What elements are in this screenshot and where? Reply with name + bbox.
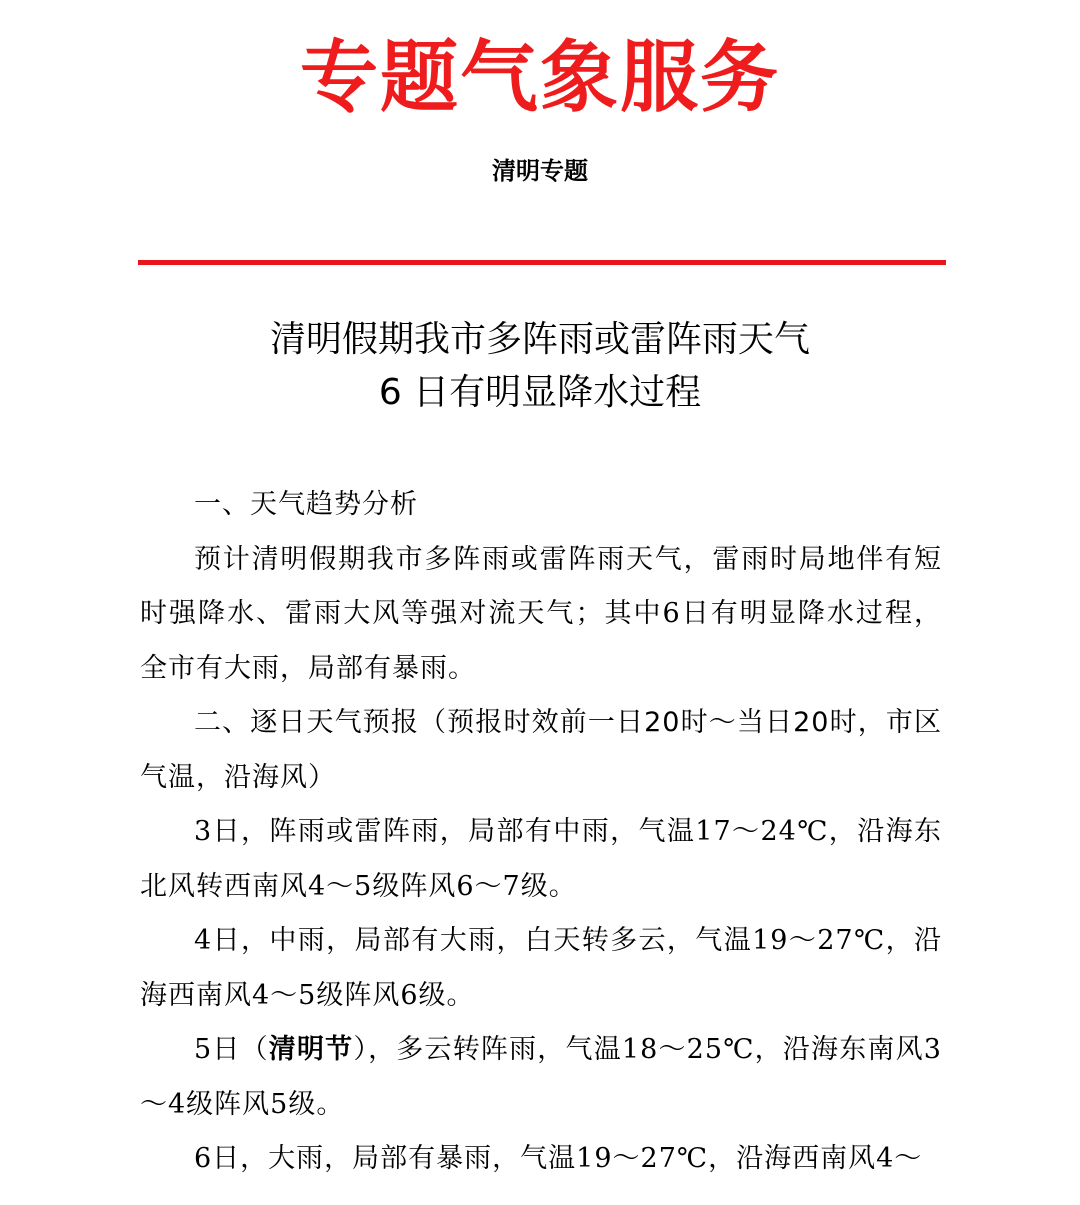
masthead-subject: 清明专题 bbox=[492, 157, 588, 185]
masthead-divider bbox=[138, 260, 946, 265]
forecast-day-4: 4日，中雨，局部有大雨，白天转多云，气温19～27℃，沿海西南风4～5级阵风6级。 bbox=[140, 925, 942, 1011]
section-2-heading: 二、逐日天气预报（预报时效前一日20时～当日20时，市区气温，沿海风） bbox=[140, 707, 942, 793]
section-1-paragraph: 预计清明假期我市多阵雨或雷阵雨天气，雷雨时局地伴有短时强降水、雷雨大风等强对流天气；其中6日有明显降水过程，全市有大雨，局部有暴雨。 bbox=[140, 543, 942, 684]
document-body bbox=[140, 478, 942, 1187]
section-1-heading: 一、天气趋势分析 bbox=[194, 489, 418, 520]
forecast-day-5-suffix: ），多云转阵雨，气温18～25℃，沿海东南风3～4级阵风5级。 bbox=[140, 1034, 942, 1120]
forecast-day-5-prefix: 5日（ bbox=[194, 1034, 269, 1065]
headline-line-1: 清明假期我市多阵雨或雷阵雨天气 bbox=[269, 319, 810, 360]
forecast-day-3: 3日，阵雨或雷阵雨，局部有中雨，气温17～24℃，沿海东北风转西南风4～5级阵风6～7级。 bbox=[140, 816, 942, 902]
masthead-title: 专题气象服务 bbox=[299, 32, 780, 123]
forecast-day-6: 6日，大雨，局部有暴雨，气温19～27℃，沿海西南风4～ bbox=[194, 1143, 923, 1174]
headline-line-2: 6 日有明显降水过程 bbox=[378, 372, 702, 413]
qingming-festival-label: 清明节 bbox=[268, 1034, 354, 1065]
forecast-day-5 bbox=[140, 1023, 942, 1132]
